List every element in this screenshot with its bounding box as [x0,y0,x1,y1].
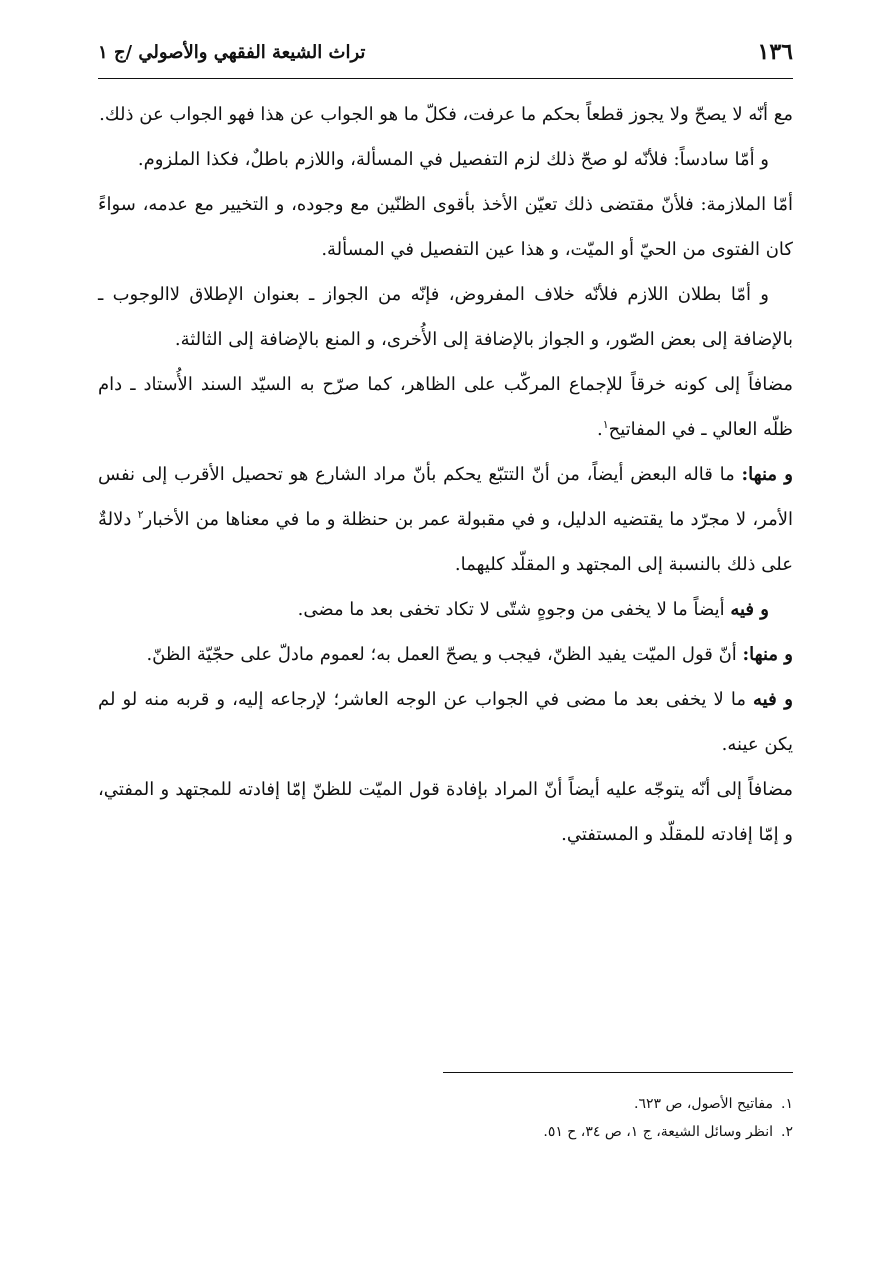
paragraph-text: أنّ قول الميّت يفيد الظنّ، فيجب و يصحّ العمل به؛ لعموم مادلّ على حجّيّة الظنّ. [146,644,743,665]
page-number: ١٣٦ [757,39,793,65]
footnote [98,1090,793,1118]
footnote-number: ١. [781,1096,793,1112]
paragraph-text: . [596,419,603,440]
keyword-label: و منها: [742,644,793,665]
footnote-marker: ١ [602,418,609,431]
header-divider [98,78,793,79]
paragraph-text: مضافاً إلى أنّه يتوجّه عليه أيضاً أنّ المراد بإفادة قول الميّت للظنّ إمّا إفادته للمجتهد و المفتي، و إمّا إفادته للمقلّد و المستفتي. [98,779,793,845]
paragraph [98,92,793,137]
paragraph-text: و أمّا سادساً: فلأنّه لو صحّ ذلك لزم التفصيل في المسألة، واللازم باطلٌ، فكذا الملزوم. [137,149,769,170]
keyword-label: و فيه [753,689,794,710]
paragraph [98,362,793,452]
paragraph [98,587,793,632]
footnote-number: ٢. [781,1124,793,1140]
paragraph [98,632,793,677]
paragraph [98,767,793,857]
paragraph [98,137,793,182]
paragraph-text: و أمّا بطلان اللازم فلأنّه خلاف المفروض، فإنّه من الجواز ـ بعنوان الإطلاق لاالوجوب ـ بالإضافة إلى بعض الصّور، و الجواز بالإضافة إلى الأُخرى، و المنع بالإضافة إلى الثالثة. [98,284,793,350]
paragraph-text: ما قاله البعض أيضاً، من أنّ التتبّع يحكم بأنّ مراد الشارع هو تحصيل الأقرب إلى نفس الأمر، لا مجرّد ما يقتضيه الدليل، و في مقبولة عمر بن حنظلة و ما في معناها من الأخبار [98,464,794,530]
paragraph [98,182,793,272]
footnote-text: انظر وسائل الشيعة، ج ١، ص ٣٤، ح ٥١. [543,1124,774,1140]
footnote-divider [443,1072,793,1073]
paragraph-text: ما لا يخفى بعد ما مضى في الجواب عن الوجه العاشر؛ لإرجاعه إليه، و قربه منه لو لم يكن عينه. [98,689,793,755]
paragraph-text: أمّا الملازمة: فلأنّ مقتضى ذلك تعيّن الأخذ بأقوى الظنّين مع وجوده، و التخيير مع عدمه، سواءً كان الفتوى من الحيّ أو الميّت، و هذا عين التفصيل في المسألة. [98,194,793,260]
keyword-label: و فيه [730,599,769,620]
paragraph [98,452,793,587]
paragraph [98,272,793,362]
keyword-label: و منها: [741,464,793,485]
footnote-text: مفاتيح الأصول، ص ٦٢٣. [634,1096,774,1112]
running-title: تراث الشيعة الفقهي والأصولي /ج ١ [98,41,366,63]
paragraph-text: مع أنّه لا يصحّ ولا يجوز قطعاً بحكم ما عرفت، فكلّ ما هو الجواب عن هذا فهو الجواب عن ذلك. [99,104,793,125]
paragraph-text: أيضاً ما لا يخفى من وجوهٍ شتّى لا تكاد تخفى بعد ما مضى. [297,599,731,620]
paragraph-text: مضافاً إلى كونه خرقاً للإجماع المركّب على الظاهر، كما صرّح به السيّد السند الأُستاد ـ دام ظلّه العالي ـ في المفاتيح [98,374,793,440]
paragraph-text: دلالةٌ على ذلك بالنسبة إلى المجتهد و المقلّد كليهما. [98,509,793,575]
page-header [98,30,793,74]
footnotes [98,1090,793,1146]
body-text [98,92,793,857]
paragraph [98,677,793,767]
footnote-marker: ٢ [137,508,144,521]
footnote [98,1118,793,1146]
